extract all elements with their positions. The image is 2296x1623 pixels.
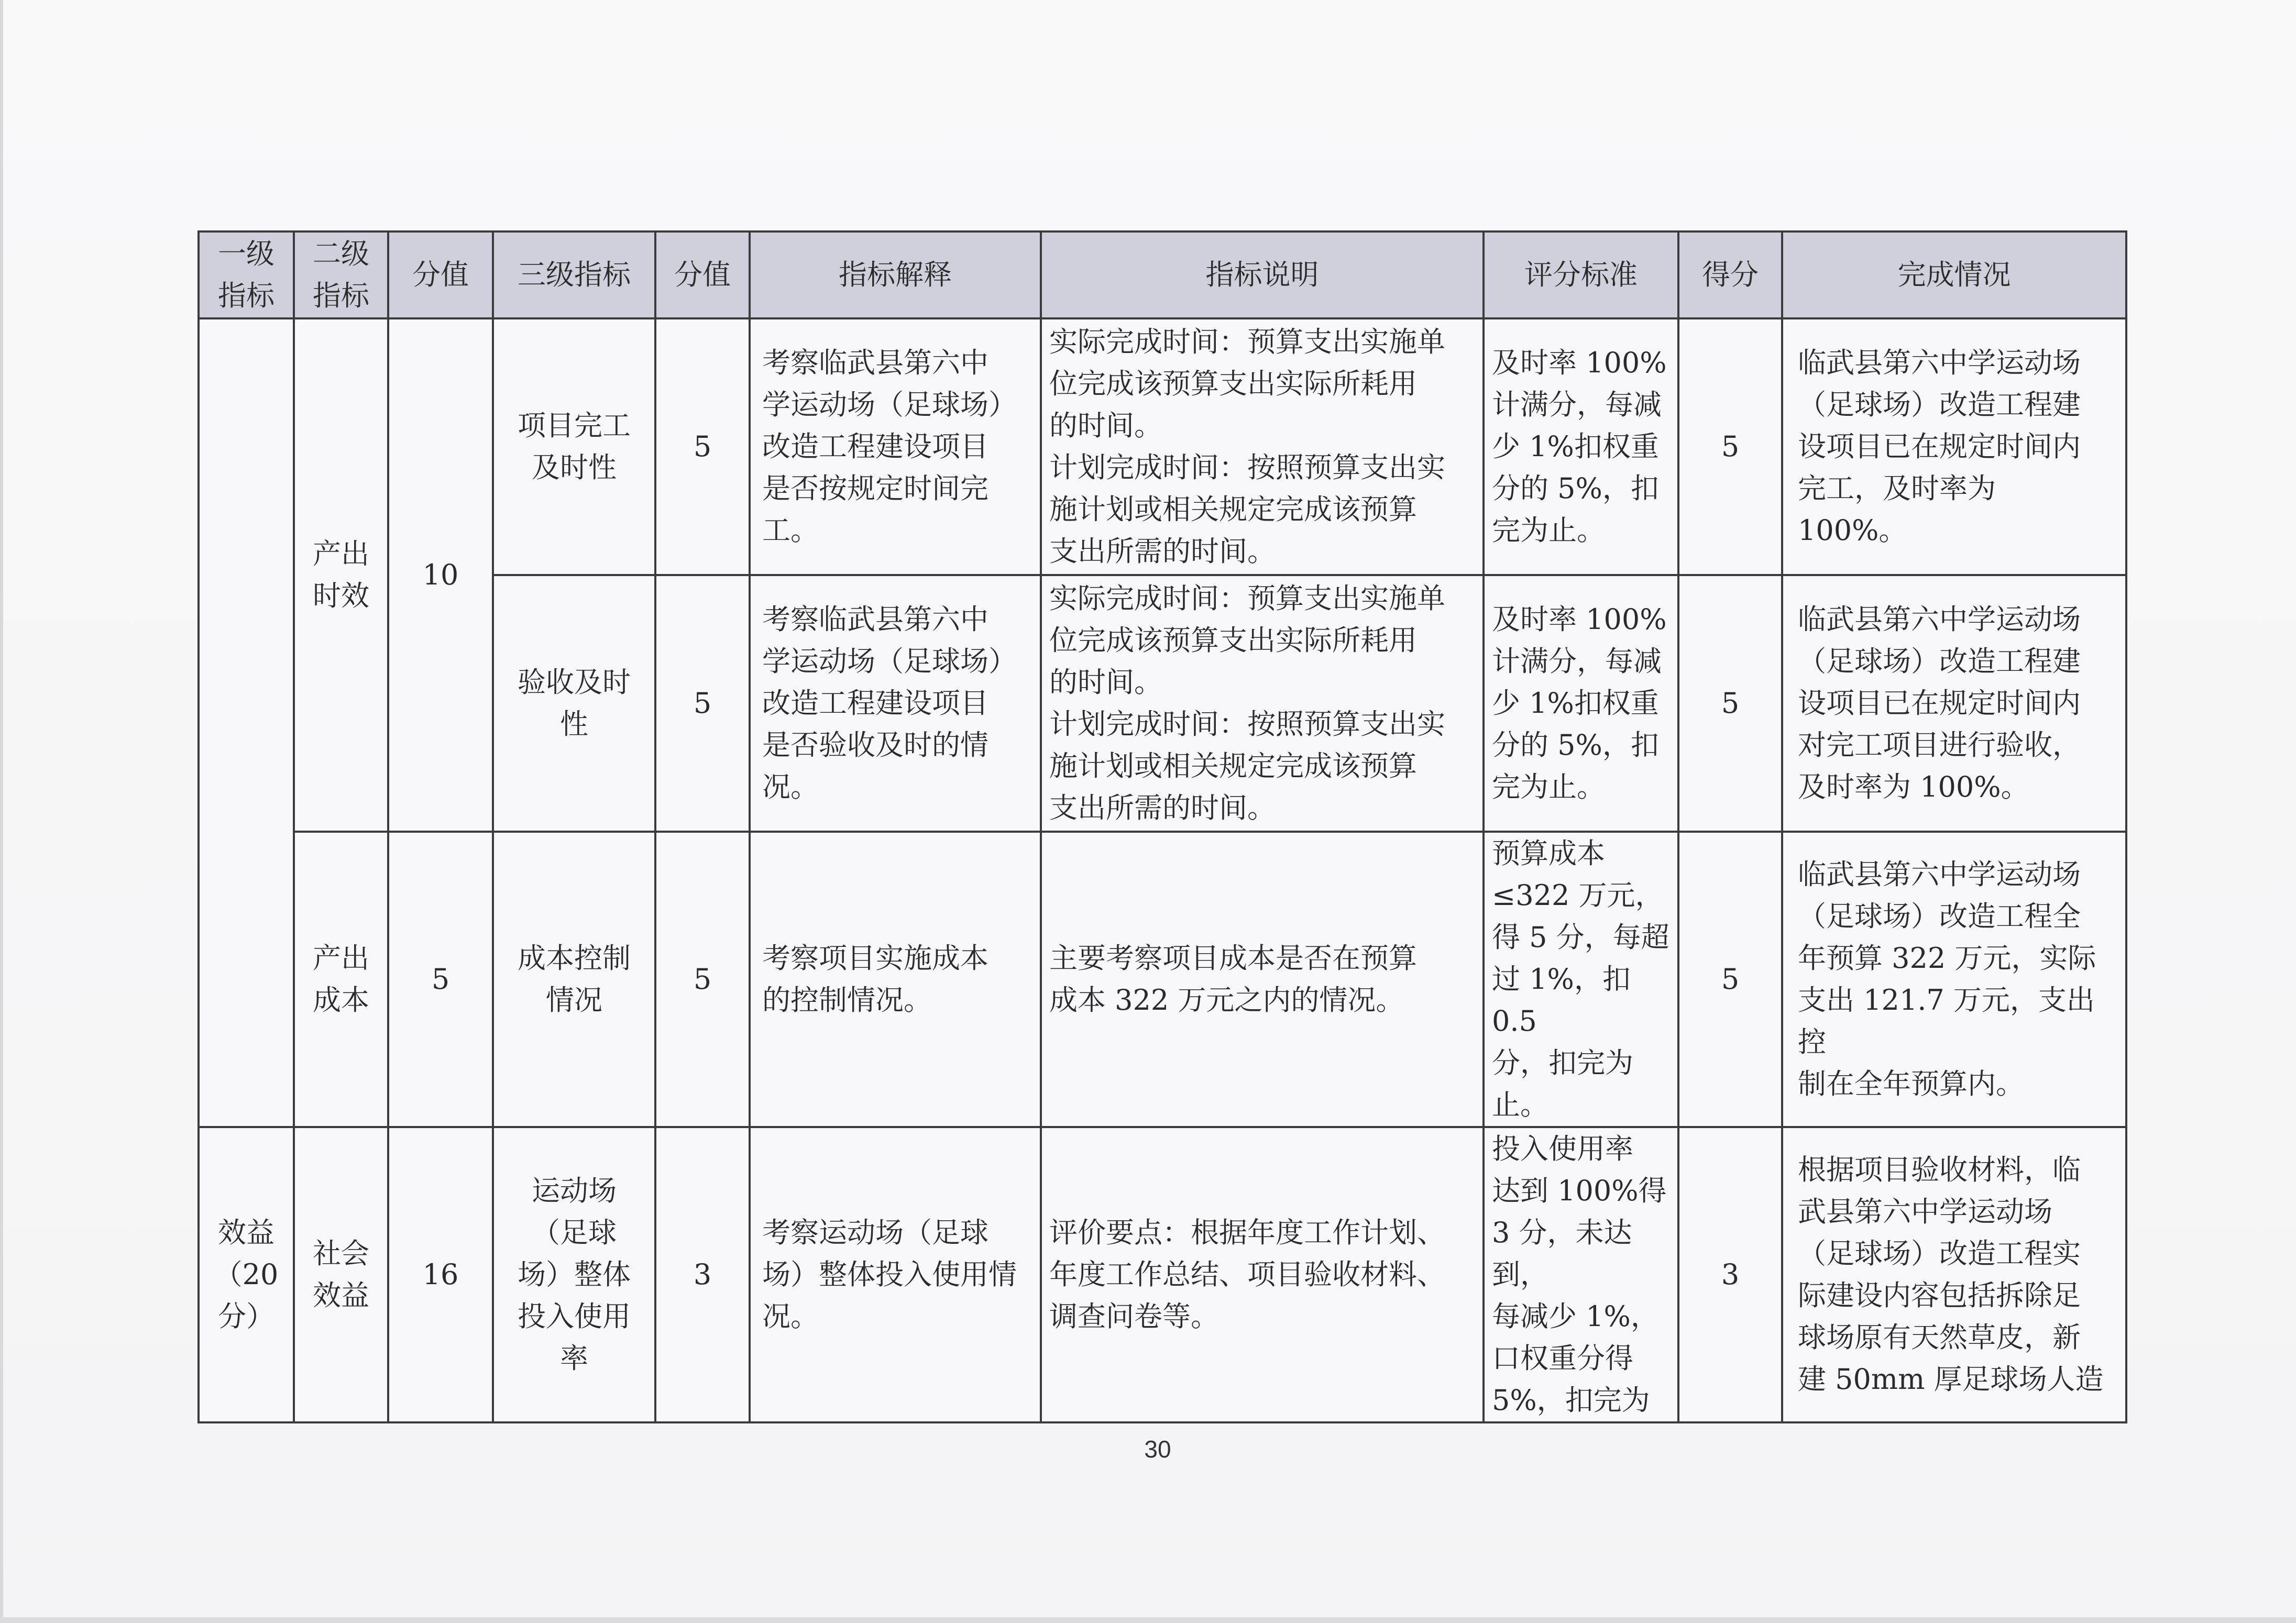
completion-text: 临武县第六中学运动场 （足球场）改造工程全 年预算 322 万元，实际 支出 121.7 万元，支出控 制在全年预算内。 [1798,858,2096,1100]
score-text: 5 [1721,430,1740,463]
cell-explanation [750,832,1041,1127]
completion-text: 根据项目验收材料，临 武县第六中学运动场 （足球场）改造工程实 际建设内容包括拆除足 球场原有天然草皮，新 建 50mm 厚足球场人造 [1798,1153,2104,1396]
header-criteria [1484,231,1678,318]
description-text: 主要考察项目成本是否在预算 成本 322 万元之内的情况。 [1049,942,1417,1017]
header-score [1678,231,1782,318]
header-level2-label: 二级 指标 [313,237,369,312]
score-text: 5 [1721,687,1740,720]
level3-text: 运动场 （足球 场）整体 投入使用 率 [518,1174,631,1375]
performance-evaluation-table [197,230,2127,1423]
explanation-text: 考察临武县第六中 学运动场（足球场） 改造工程建设项目 是否按规定时间完 工。 [762,346,1017,547]
cell-description [1041,832,1484,1127]
explanation-text: 考察项目实施成本 的控制情况。 [762,942,988,1017]
header-level1-label: 一级 指标 [218,237,274,312]
header-level2 [294,231,388,318]
cell-explanation [750,318,1041,575]
score-text: 5 [1721,963,1740,996]
level1-text: 效益 （20 分） [214,1216,279,1333]
cell-completion [1782,832,2126,1127]
cell-level3 [493,318,655,575]
cell-level3-score [655,575,750,832]
header-score-label: 得分 [1702,258,1759,291]
cell-completion [1782,575,2126,832]
cell-level3 [493,832,655,1127]
cell-explanation [750,1127,1041,1422]
header-criteria-label: 评分标准 [1524,258,1638,291]
description-text: 实际完成时间：预算支出实施单 位完成该预算支出实际所耗用 的时间。 计划完成时间：按照预算支出实 施计划或相关规定完成该预算 支出所需的时间。 [1049,582,1445,824]
cell-level2 [294,318,388,832]
cell-level2 [294,1127,388,1422]
cell-level3-score [655,832,750,1127]
level2-score-text: 5 [431,963,450,996]
header-level2-score-label: 分值 [412,258,469,291]
completion-text: 临武县第六中学运动场 （足球场）改造工程建 设项目已在规定时间内 对完工项目进行验收， 及时率为 100%。 [1798,603,2081,803]
header-level3-score [655,231,750,318]
explanation-text: 考察临武县第六中 学运动场（足球场） 改造工程建设项目 是否验收及时的情 况。 [762,603,1017,803]
cell-completion [1782,318,2126,575]
level2-text: 社会 效益 [313,1237,369,1312]
level3-text: 成本控制 情况 [518,942,631,1017]
scan-edge-bottom [0,1617,2296,1623]
criteria-text: 预算成本 ≤322 万元， 得 5 分，每超 过 1%，扣 0.5 分，扣完为 止。 [1492,837,1669,1121]
description-text: 评价要点：根据年度工作计划、 年度工作总结、项目验收材料、 调查问卷等。 [1049,1216,1445,1333]
header-explanation [750,231,1041,318]
cell-level3 [493,1127,655,1422]
level2-text: 产出 成本 [313,942,369,1017]
level2-score-text: 16 [422,1258,459,1291]
level3-score-text: 5 [693,963,712,996]
criteria-text: 投入使用率 达到 100%得 3 分，未达到， 每减少 1%， 口权重分得 5%，扣完为 [1492,1132,1667,1417]
level2-score-text: 10 [422,558,459,591]
header-completion [1782,231,2126,318]
cell-criteria [1484,318,1678,575]
cell-description [1041,318,1484,575]
cell-level3-score [655,1127,750,1422]
level3-score-text: 3 [693,1258,712,1291]
cell-level2-score [388,832,493,1127]
header-level3-label: 三级指标 [518,258,631,291]
cell-criteria [1484,832,1678,1127]
completion-text: 临武县第六中学运动场 （足球场）改造工程建 设项目已在规定时间内 完工，及时率为 100%。 [1798,346,2081,547]
header-explanation-label: 指标解释 [839,258,952,291]
description-text: 实际完成时间：预算支出实施单 位完成该预算支出实际所耗用 的时间。 计划完成时间：按照预算支出实 施计划或相关规定完成该预算 支出所需的时间。 [1049,325,1445,568]
level3-text: 验收及时 性 [518,666,631,741]
criteria-text: 及时率 100% 计满分，每减 少 1%扣权重 分的 5%，扣 完为止。 [1492,603,1667,803]
cell-score [1678,1127,1782,1422]
table-header-row [199,231,2126,318]
cell-level2 [294,832,388,1127]
table-row [199,1127,2126,1422]
level2-text: 产出 时效 [313,537,369,612]
header-level3 [493,231,655,318]
header-level1 [199,231,294,318]
level3-score-text: 5 [693,430,712,463]
table-row [199,318,2126,575]
cell-score [1678,318,1782,575]
header-level2-score [388,231,493,318]
cell-score [1678,832,1782,1127]
cell-completion [1782,1127,2126,1422]
scan-edge-left [0,0,3,1623]
header-level3-score-label: 分值 [674,258,731,291]
cell-level3-score [655,318,750,575]
header-completion-label: 完成情况 [1897,258,2011,291]
cell-criteria [1484,575,1678,832]
cell-explanation [750,575,1041,832]
cell-description [1041,1127,1484,1422]
criteria-text: 及时率 100% 计满分，每减 少 1%扣权重 分的 5%，扣 完为止。 [1492,346,1667,547]
level3-score-text: 5 [693,687,712,720]
cell-level1 [199,1127,294,1422]
level3-text: 项目完工 及时性 [518,409,631,484]
cell-level2-score [388,318,493,832]
cell-level1 [199,318,294,1127]
header-description-label: 指标说明 [1205,258,1319,291]
table-row [199,832,2126,1127]
cell-level2-score [388,1127,493,1422]
cell-criteria [1484,1127,1678,1422]
header-description [1041,231,1484,318]
cell-level3 [493,575,655,832]
score-text: 3 [1721,1258,1740,1291]
cell-description [1041,575,1484,832]
explanation-text: 考察运动场（足球 场）整体投入使用情 况。 [762,1216,1017,1333]
page-number: 30 [1144,1436,1171,1463]
cell-score [1678,575,1782,832]
